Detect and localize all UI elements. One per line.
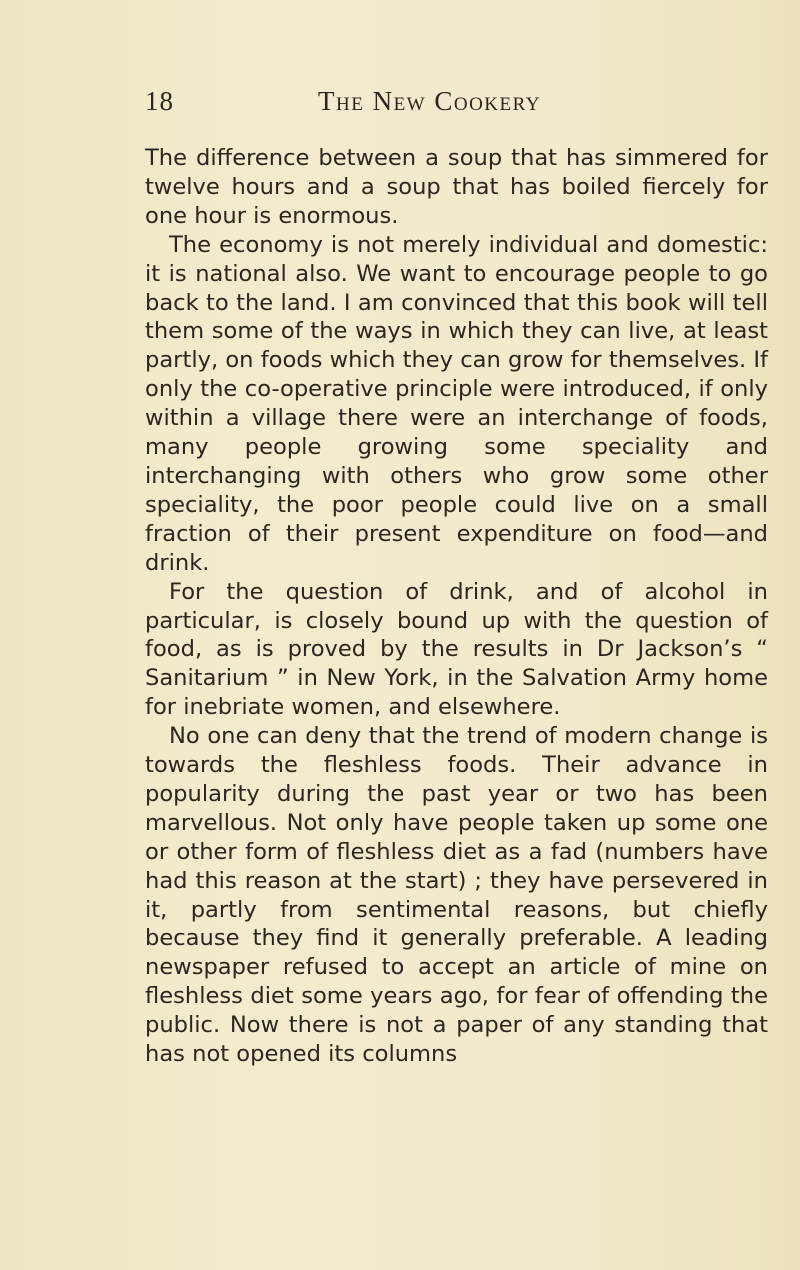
paragraph-fleshless-foods: No one can deny that the trend of modern change is towards the fleshless foods. Their advance in popularity during the past year or two has been marvellous. Not only have people taken up some one or other form of fleshless diet as a fad (numbers have had this reason at the start) ; they have persevered in it, partly from sentimental reasons, but chiefly because they find it generally preferable. A leading newspaper refused to accept an article of mine on fleshless diet some years ago, for fear of offending the public. Now there is not a paper of any standing that has not opened its columns: [145, 723, 768, 1068]
running-title: The New Cookery: [318, 86, 541, 116]
paragraph-economy: The economy is not merely individual and domestic: it is national also. We want to encourage people to go back to the land. I am convinced that this book will tell them some of the ways in which they can live, at least partly, on foods which they can grow for themselves. If only the co-operative principle were introduced, if only within a village there were an interchange of foods, many people growing some speciality and interchanging with others who grow some other speciality, the poor people could live on a small fraction of their present expenditure on food—and drink.: [145, 231, 768, 576]
body-text: [145, 144, 768, 1069]
paragraph-drink: For the question of drink, and of alcohol in particular, is closely bound up with the question of food, as is proved by the results in Dr Jackson’s “ Sanitarium ” in New York, in the Salvation Army home for inebriate women, and elsewhere.: [145, 578, 768, 721]
page-number: 18: [145, 86, 174, 116]
page-header: [145, 86, 765, 126]
paragraph-soup: The difference between a soup that has simmered for twelve hours and a soup that has boiled fiercely for one hour is enormous.: [145, 145, 768, 229]
